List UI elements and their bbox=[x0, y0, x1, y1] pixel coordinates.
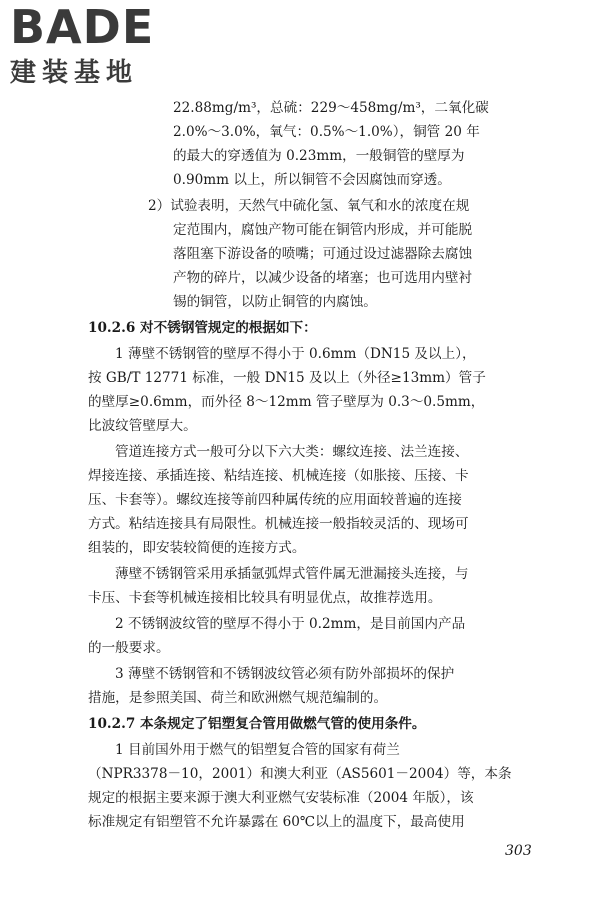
text-line: （NPR3378－10，2001）和澳大利亚（AS5601－2004）等，本条 bbox=[88, 766, 512, 782]
text-line: 规定的根据主要来源于澳大利亚燃气安装标准（2004 年版），该 bbox=[88, 790, 474, 806]
bade-logo bbox=[8, 0, 178, 92]
text-line: 22.88mg/m³，总硫：229～458mg/m³，二氧化碳 bbox=[173, 100, 489, 116]
text-line: 的壁厚≥0.6mm，而外径 8～12mm 管子壁厚为 0.3～0.5mm， bbox=[88, 394, 485, 410]
text-line: 2 不锈钢波纹管的壁厚不得小于 0.2mm，是目前国内产品 bbox=[115, 616, 466, 632]
text-line: 比波纹管壁厚大。 bbox=[88, 418, 197, 434]
text-line: 落阻塞下游设备的喷嘴；可通过设过滤器除去腐蚀 bbox=[173, 246, 473, 262]
page-number: 303 bbox=[505, 843, 532, 859]
text-line: 的一般要求。 bbox=[88, 640, 170, 656]
text-line: 标准规定有铝塑管不允许暴露在 60℃以上的温度下，最高使用 bbox=[88, 814, 465, 830]
text-line: 1 薄壁不锈钢管的壁厚不得小于 0.6mm（DN15 及以上）， bbox=[115, 346, 476, 362]
logo-subtitle: 建装基地 bbox=[10, 58, 139, 88]
text-line: 压、卡套等）。螺纹连接等前四种属传统的应用面较普遍的连接 bbox=[88, 492, 462, 508]
text-line: 方式。粘结连接具有局限性。机械连接一般指较灵活的、现场可 bbox=[88, 516, 469, 532]
logo-wordmark: BADE bbox=[10, 0, 155, 54]
text-line: 薄壁不锈钢管采用承插氩弧焊式管件属无泄漏接头连接，与 bbox=[115, 566, 469, 582]
text-line: 产物的碎片，以减少设备的堵塞；也可选用内壁衬 bbox=[173, 270, 473, 286]
text-line: 按 GB/T 12771 标准，一般 DN15 及以上（外径≥13mm）管子 bbox=[88, 370, 486, 386]
text-line: 锡的铜管，以防止铜管的内腐蚀。 bbox=[173, 294, 377, 310]
section-heading: 10.2.6 对不锈钢管规定的根据如下： bbox=[88, 320, 317, 336]
text-line: 2.0%～3.0%，氧气：0.5%～1.0%），铜管 20 年 bbox=[173, 124, 480, 140]
section-heading: 10.2.7 本条规定了铝塑复合管用做燃气管的使用条件。 bbox=[88, 716, 426, 732]
text-line: 2）试验表明，天然气中硫化氢、氧气和水的浓度在规 bbox=[148, 198, 470, 214]
text-line: 定范围内，腐蚀产物可能在铜管内形成，并可能脱 bbox=[173, 222, 473, 238]
text-line: 措施，是参照美国、荷兰和欧洲燃气规范编制的。 bbox=[88, 690, 388, 706]
text-line: 的最大的穿透值为 0.23mm，一般铜管的壁厚为 bbox=[173, 148, 465, 164]
text-line: 管道连接方式一般可分以下六大类：螺纹连接、法兰连接、 bbox=[115, 444, 469, 460]
text-line: 3 薄壁不锈钢管和不锈钢波纹管必须有防外部损坏的保护 bbox=[115, 666, 455, 682]
text-line: 焊接连接、承插连接、粘结连接、机械连接（如胀接、压接、卡 bbox=[88, 468, 469, 484]
text-line: 组装的，即安装较简便的连接方式。 bbox=[88, 540, 306, 556]
text-line: 卡压、卡套等机械连接相比较具有明显优点，故推荐选用。 bbox=[88, 590, 442, 606]
text-line: 0.90mm 以上，所以铜管不会因腐蚀而穿透。 bbox=[173, 172, 451, 188]
text-line: 1 目前国外用于燃气的铝塑复合管的国家有荷兰 bbox=[115, 742, 400, 758]
